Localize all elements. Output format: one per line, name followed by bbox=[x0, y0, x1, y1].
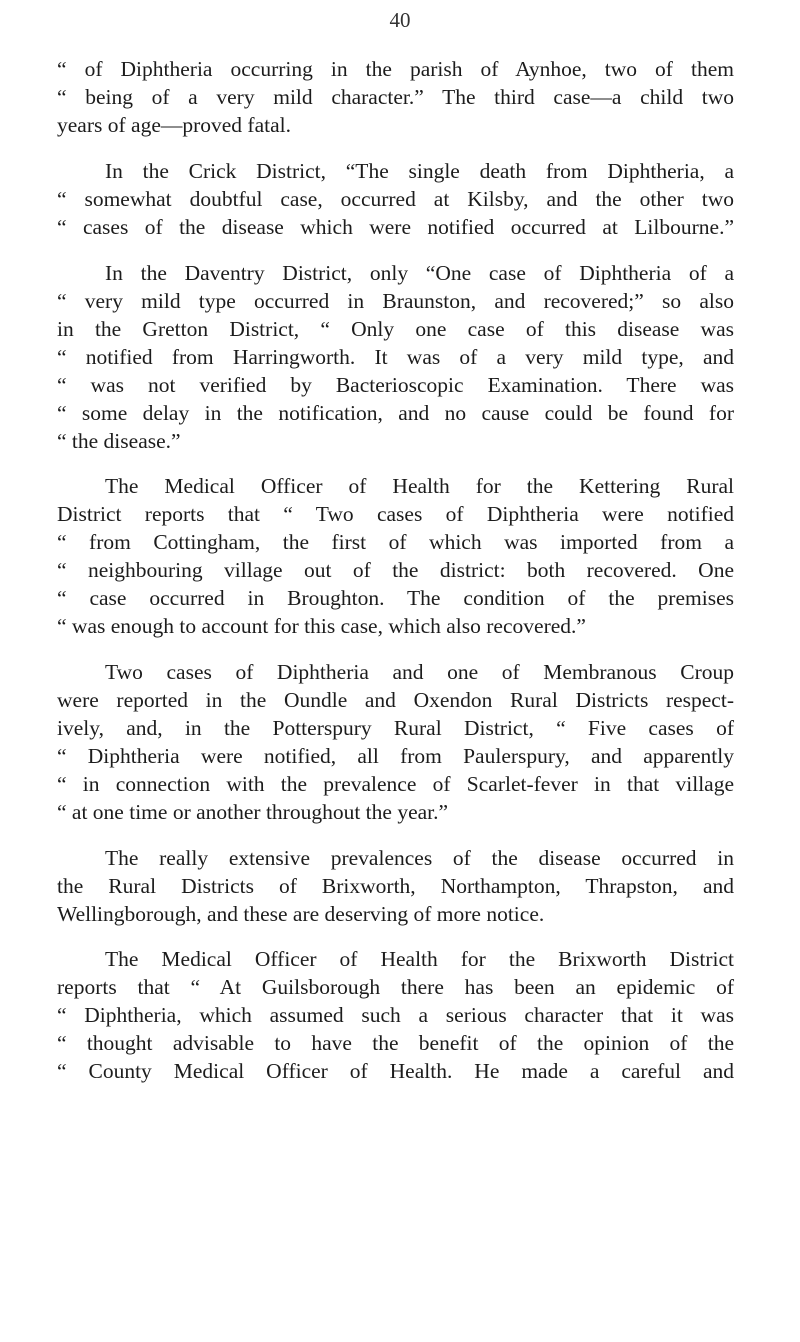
text-line: “ neighbouring village out of the district: both recovered. One bbox=[57, 558, 734, 582]
text-line: “ very mild type occurred in Braunston, and recovered;” so also bbox=[57, 289, 734, 313]
text-line: “ being of a very mild character.” The third case—a child two bbox=[57, 85, 734, 109]
text-line: reports that “ At Guilsborough there has been an epidemic of bbox=[57, 975, 734, 999]
text-line: “ at one time or another throughout the year.” bbox=[57, 800, 449, 824]
text-line: “ in connection with the prevalence of Scarlet-fever in that village bbox=[57, 772, 734, 796]
text-line: “ some delay in the notification, and no cause could be found for bbox=[57, 401, 734, 425]
text-line: “ Diphtheria were notified, all from Paulerspury, and apparently bbox=[57, 744, 734, 768]
text-line: “ was enough to account for this case, which also recovered.” bbox=[57, 614, 586, 638]
text-line: The Medical Officer of Health for the Kettering Rural bbox=[105, 474, 734, 498]
page-number: 40 bbox=[389, 8, 411, 32]
text-line: The really extensive prevalences of the disease occurred in bbox=[105, 846, 734, 870]
text-line: “ of Diphtheria occurring in the parish of Aynhoe, two of them bbox=[57, 57, 734, 81]
text-line: the Rural Districts of Brixworth, Northampton, Thrapston, and bbox=[57, 874, 734, 898]
text-line: “ cases of the disease which were notified occurred at Lilbourne.” bbox=[57, 215, 734, 239]
text-line: “ from Cottingham, the first of which was imported from a bbox=[57, 530, 734, 554]
text-line: ively, and, in the Potterspury Rural District, “ Five cases of bbox=[57, 716, 734, 740]
text-line: “ somewhat doubtful case, occurred at Kilsby, and the other two bbox=[57, 187, 734, 211]
text-line: District reports that “ Two cases of Diphtheria were notified bbox=[57, 502, 734, 526]
text-line: “ thought advisable to have the benefit of the opinion of the bbox=[57, 1031, 734, 1055]
text-line: Wellingborough, and these are deserving of more notice. bbox=[57, 902, 545, 926]
text-line: “ was not verified by Bacterioscopic Examination. There was bbox=[57, 373, 734, 397]
text-line: years of age—proved fatal. bbox=[57, 113, 292, 137]
text-line: were reported in the Oundle and Oxendon Rural Districts respect- bbox=[57, 688, 734, 712]
text-line: “ Diphtheria, which assumed such a serious character that it was bbox=[57, 1003, 734, 1027]
text-line: In the Daventry District, only “One case of Diphtheria of a bbox=[105, 261, 734, 285]
text-line: “ County Medical Officer of Health. He made a careful and bbox=[57, 1059, 734, 1083]
text-line: in the Gretton District, “ Only one case of this disease was bbox=[57, 317, 734, 341]
text-line: “ the disease.” bbox=[57, 429, 181, 453]
text-line: Two cases of Diphtheria and one of Membranous Croup bbox=[105, 660, 734, 684]
text-line: The Medical Officer of Health for the Brixworth District bbox=[105, 947, 734, 971]
text-line: “ case occurred in Broughton. The condition of the premises bbox=[57, 586, 734, 610]
text-line: In the Crick District, “The single death from Diphtheria, a bbox=[105, 159, 734, 183]
text-line: “ notified from Harringworth. It was of a very mild type, and bbox=[57, 345, 734, 369]
